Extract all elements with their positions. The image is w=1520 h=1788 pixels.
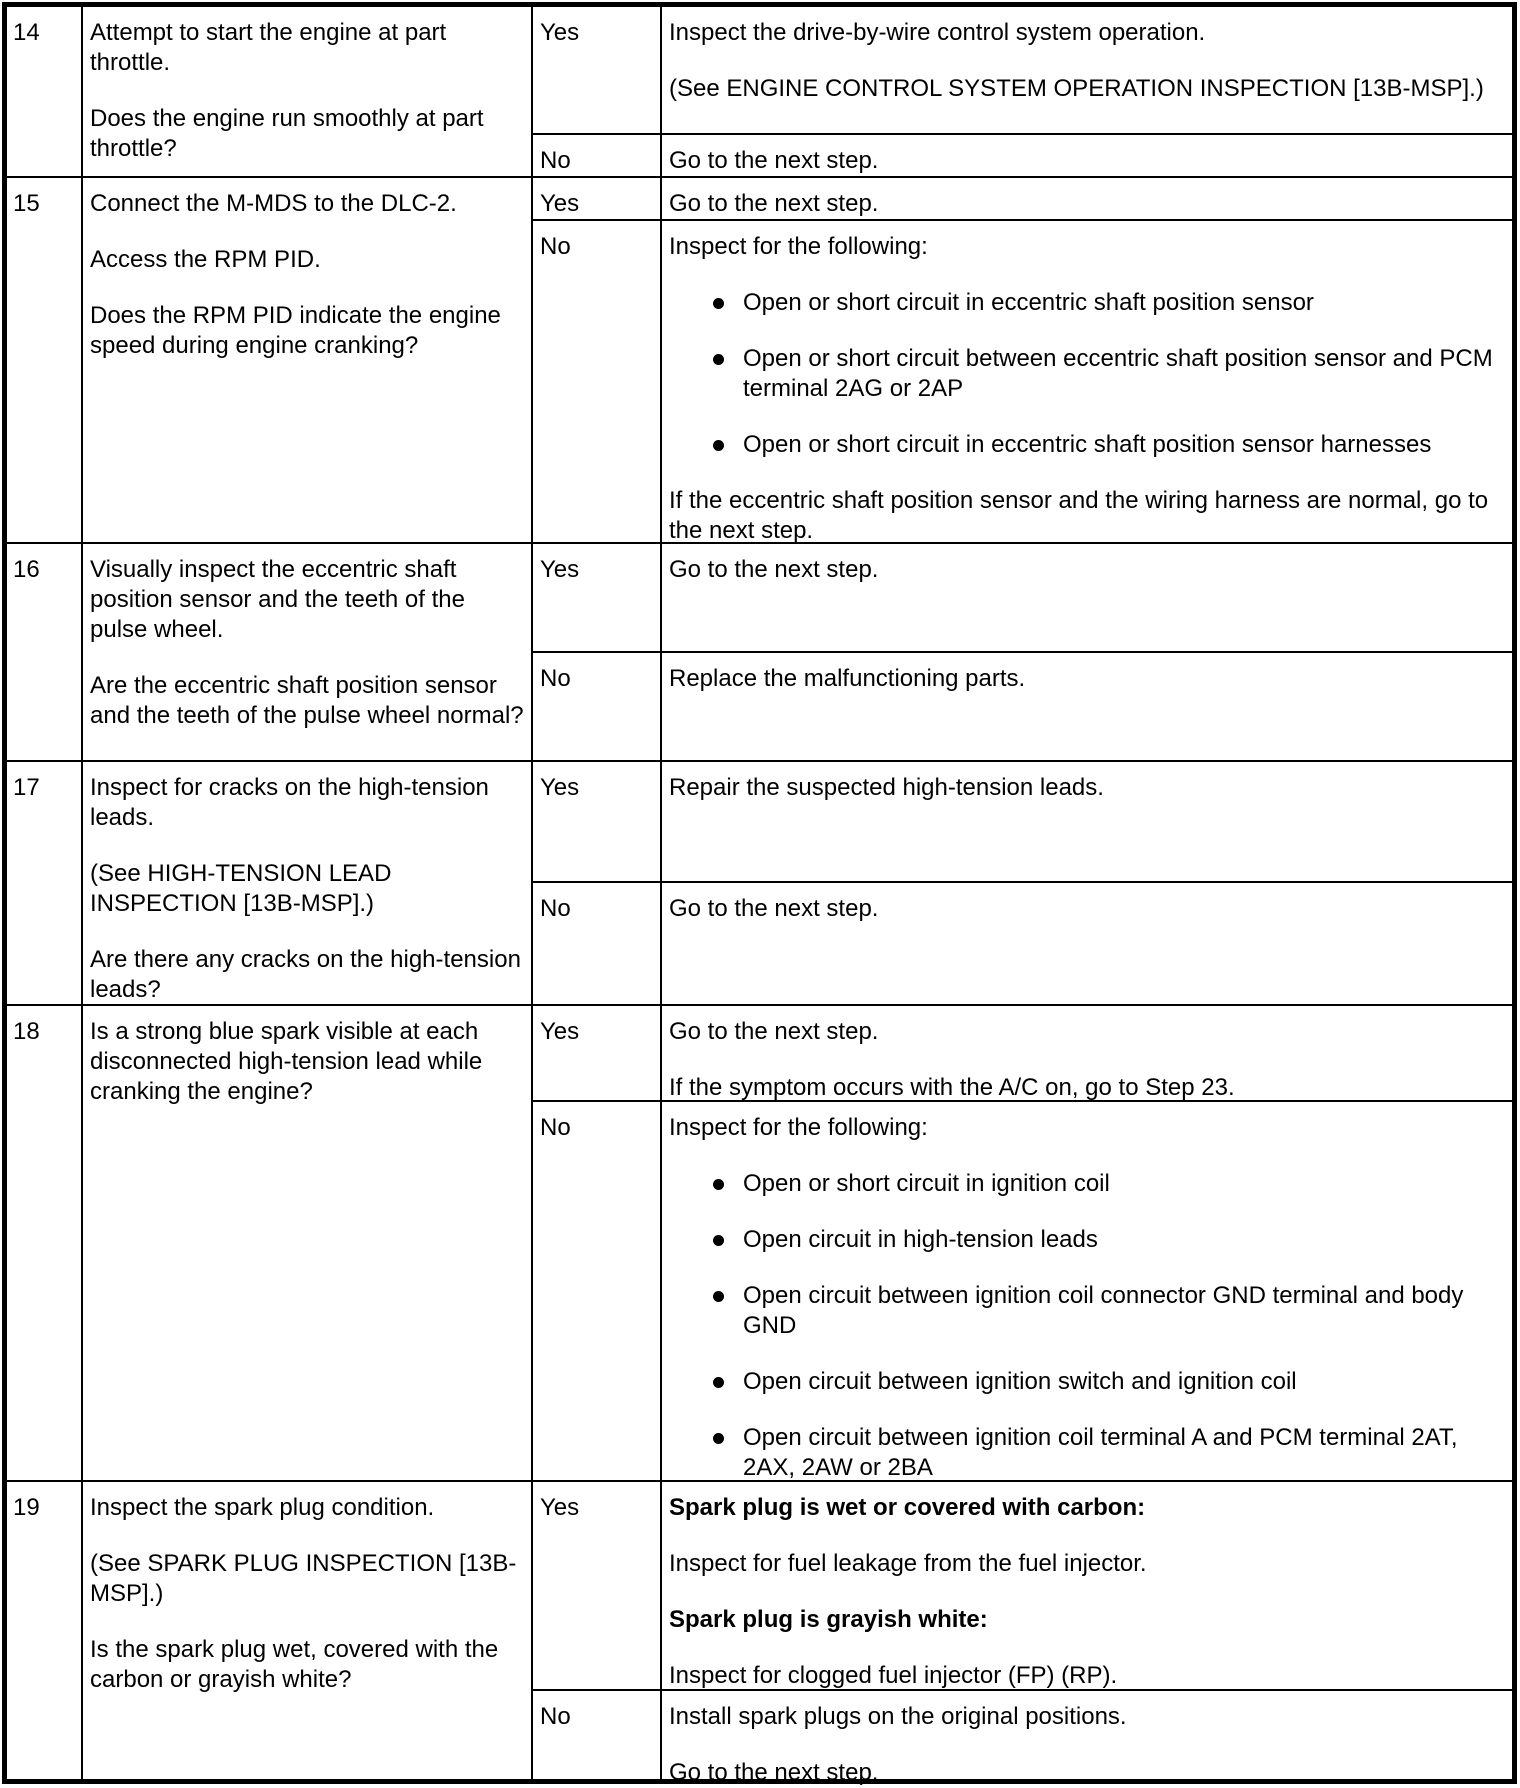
- result-paragraph: Replace the malfunctioning parts.: [669, 665, 1026, 692]
- action-paragraph: Does the engine run smoothly at part throttle?: [90, 105, 484, 162]
- step-action: [82, 6, 532, 177]
- list-item-text: Open circuit between ignition coil connector GND terminal and body GND: [743, 1282, 1464, 1339]
- step-number: [5, 543, 82, 761]
- step-number-text: 17: [13, 774, 40, 801]
- list-item-text: Open circuit between ignition switch and ignition coil: [743, 1368, 1297, 1395]
- answer-label-text: No: [540, 147, 571, 174]
- result-paragraph: Repair the suspected high-tension leads.: [669, 774, 1104, 801]
- action-paragraph: Visually inspect the eccentric shaft position sensor and the teeth of the pulse wheel.: [90, 556, 465, 643]
- answer-label-text: Yes: [540, 1494, 580, 1521]
- step-number-text: 15: [13, 190, 40, 217]
- step-number: [5, 761, 82, 1005]
- answer-label-text: Yes: [540, 556, 580, 583]
- answer-result-yes: [661, 1005, 1514, 1101]
- result-paragraph: Inspect for the following:: [669, 1114, 928, 1141]
- result-heading: Spark plug is wet or covered with carbon:: [669, 1494, 1146, 1521]
- answer-label-text: No: [540, 895, 571, 922]
- answer-label-text: Yes: [540, 1018, 580, 1045]
- answer-result-yes: [661, 1481, 1514, 1690]
- inspection-list: [669, 1169, 1506, 1483]
- list-item-text: Open or short circuit in eccentric shaft position sensor: [743, 289, 1314, 316]
- result-paragraph: Go to the next step.: [669, 1018, 879, 1045]
- list-item: [711, 1225, 1506, 1255]
- answer-label-no: [532, 220, 661, 543]
- answer-label-yes: [532, 761, 661, 882]
- action-paragraph: Inspect for cracks on the high-tension leads.: [90, 774, 489, 831]
- answer-label-no: [532, 1101, 661, 1481]
- list-item: [711, 288, 1506, 318]
- result-paragraph: Inspect for fuel leakage from the fuel injector.: [669, 1550, 1147, 1577]
- action-paragraph: Is a strong blue spark visible at each disconnected high-tension lead while cranking the engine?: [90, 1018, 483, 1105]
- result-paragraph: Inspect for clogged fuel injector (FP) (RP).: [669, 1662, 1118, 1689]
- answer-result-no: [661, 882, 1514, 1005]
- list-item: [711, 1169, 1506, 1199]
- action-paragraph: Is the spark plug wet, covered with the carbon or grayish white?: [90, 1636, 499, 1693]
- step-action: [82, 761, 532, 1005]
- action-paragraph: (See HIGH-TENSION LEAD INSPECTION [13B-MSP].): [90, 860, 392, 917]
- list-item-text: Open or short circuit in ignition coil: [743, 1170, 1110, 1197]
- result-paragraph: Go to the next step.: [669, 1759, 879, 1786]
- action-paragraph: Attempt to start the engine at part throttle.: [90, 19, 447, 76]
- answer-label-text: No: [540, 233, 571, 260]
- step-action: [82, 1481, 532, 1780]
- action-paragraph: Connect the M-MDS to the DLC-2.: [90, 190, 457, 217]
- answer-label-text: No: [540, 665, 571, 692]
- step-number-text: 14: [13, 19, 40, 46]
- answer-label-text: Yes: [540, 774, 580, 801]
- answer-label-no: [532, 134, 661, 177]
- list-item: [711, 1367, 1506, 1397]
- result-paragraph: (See ENGINE CONTROL SYSTEM OPERATION INSPECTION [13B-MSP].): [669, 75, 1484, 102]
- action-paragraph: Inspect the spark plug condition.: [90, 1494, 435, 1521]
- answer-result-yes: [661, 6, 1514, 134]
- list-item: [711, 1281, 1506, 1341]
- answer-label-yes: [532, 177, 661, 220]
- step-number-text: 19: [13, 1494, 40, 1521]
- answer-result-no: [661, 652, 1514, 761]
- answer-label-no: [532, 652, 661, 761]
- answer-result-no: [661, 1690, 1514, 1786]
- answer-label-yes: [532, 6, 661, 134]
- answer-label-text: Yes: [540, 190, 580, 217]
- list-item-text: Open circuit in high-tension leads: [743, 1226, 1098, 1253]
- result-paragraph: Inspect for the following:: [669, 233, 928, 260]
- list-item-text: Open or short circuit in eccentric shaft position sensor harnesses: [743, 431, 1432, 458]
- result-paragraph: If the symptom occurs with the A/C on, go to Step 23.: [669, 1074, 1235, 1101]
- answer-result-no: [661, 220, 1514, 543]
- answer-result-no: [661, 1101, 1514, 1481]
- inspection-list: [669, 288, 1506, 460]
- result-paragraph: Go to the next step.: [669, 190, 879, 217]
- step-number: [5, 1481, 82, 1780]
- action-paragraph: Does the RPM PID indicate the engine speed during engine cranking?: [90, 302, 501, 359]
- answer-label-yes: [532, 1005, 661, 1101]
- list-item-text: Open or short circuit between eccentric shaft position sensor and PCM terminal 2AG or 2AP: [743, 345, 1493, 402]
- step-number: [5, 1005, 82, 1481]
- result-paragraph: Go to the next step.: [669, 895, 879, 922]
- step-number: [5, 177, 82, 543]
- result-paragraph: Install spark plugs on the original positions.: [669, 1703, 1127, 1730]
- action-paragraph: Are the eccentric shaft position sensor and the teeth of the pulse wheel normal?: [90, 672, 524, 729]
- action-paragraph: Are there any cracks on the high-tension leads?: [90, 946, 521, 1003]
- answer-label-text: No: [540, 1703, 571, 1730]
- answer-label-text: No: [540, 1114, 571, 1141]
- answer-label-yes: [532, 1481, 661, 1690]
- result-paragraph: Inspect the drive-by-wire control system operation.: [669, 19, 1206, 46]
- answer-result-yes: [661, 543, 1514, 652]
- step-number-text: 18: [13, 1018, 40, 1045]
- answer-result-yes: [661, 177, 1514, 220]
- list-item: [711, 344, 1506, 404]
- list-item-text: Open circuit between ignition coil terminal A and PCM terminal 2AT, 2AX, 2AW or 2BA: [743, 1424, 1458, 1481]
- action-paragraph: Access the RPM PID.: [90, 246, 321, 273]
- step-number-text: 16: [13, 556, 40, 583]
- result-paragraph: Go to the next step.: [669, 556, 879, 583]
- step-action: [82, 1005, 532, 1481]
- answer-label-yes: [532, 543, 661, 652]
- step-action: [82, 177, 532, 543]
- action-paragraph: (See SPARK PLUG INSPECTION [13B-MSP].): [90, 1550, 517, 1607]
- list-item: [711, 430, 1506, 460]
- step-number: [5, 6, 82, 177]
- result-paragraph: Go to the next step.: [669, 147, 879, 174]
- result-paragraph: If the eccentric shaft position sensor and the wiring harness are normal, go to the next step.: [669, 487, 1489, 544]
- answer-result-no: [661, 134, 1514, 177]
- answer-label-text: Yes: [540, 19, 580, 46]
- list-item: [711, 1423, 1506, 1483]
- result-heading: Spark plug is grayish white:: [669, 1606, 988, 1633]
- answer-label-no: [532, 882, 661, 1005]
- answer-result-yes: [661, 761, 1514, 882]
- answer-label-no: [532, 1690, 661, 1780]
- step-action: [82, 543, 532, 761]
